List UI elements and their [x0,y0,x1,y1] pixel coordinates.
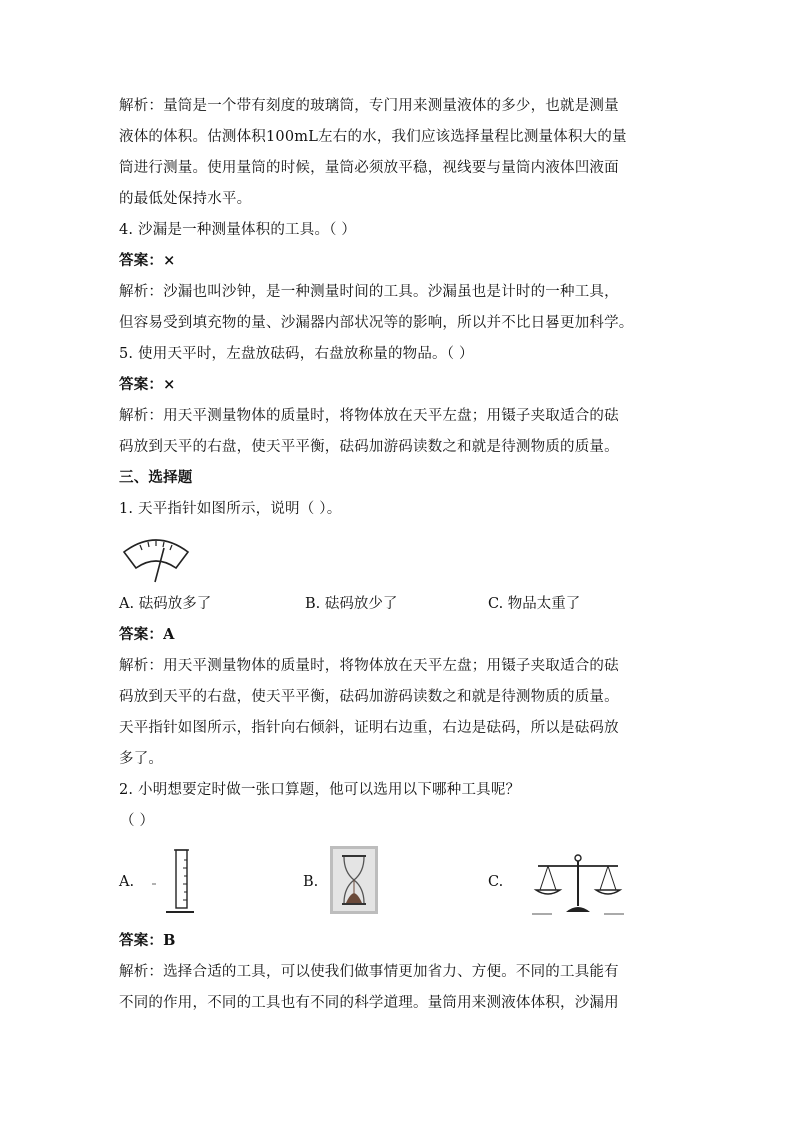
text-line: 液体的体积。估测体积100mL左右的水，我们应该选择量程比测量体积大的量 [119,129,627,145]
question-5: 5. 使用天平时，左盘放砝码，右盘放称量的物品。（ ） [119,346,474,362]
question-1: 1. 天平指针如图所示，说明（ ）。 [119,501,342,517]
question-2: 2. 小明想要定时做一张口算题，他可以选用以下哪种工具呢？ [119,782,521,798]
q2-option-c: C. [488,874,504,890]
answer-q1: 答案：A [119,626,175,643]
text-line: 但容易受到填充物的量、沙漏器内部状况等的影响，所以并不比日晷更加科学。 [119,315,634,331]
balance-dial-figure [118,532,194,584]
text-line: 不同的作用，不同的工具也有不同的科学道理。量筒用来测液体体积，沙漏用 [119,995,619,1011]
q1-option-c: C. 物品太重了 [488,596,581,612]
text-line: 的最低处保持水平。 [119,191,252,207]
answer-blank: （ ） [120,813,155,829]
q2-option-a: A. [119,874,135,890]
measuring-cylinder-icon [150,846,210,916]
answer-5: 答案：× [119,376,176,393]
q2-option-b: B. [303,874,319,890]
text-line: 筒进行测量。使用量筒的时候，量筒必须放平稳，视线要与量筒内液体凹液面 [119,160,619,176]
text-line: 解析：选择合适的工具，可以使我们做事情更加省力、方便。不同的工具能有 [119,964,619,980]
text-line: 天平指针如图所示，指针向右倾斜，证明右边重，右边是砝码，所以是砝码放 [119,720,619,736]
answer-4: 答案：× [119,252,176,269]
answer-q2: 答案：B [119,932,176,949]
text-line: 码放到天平的右盘，使天平平衡，砝码加游码读数之和就是待测物质的质量。 [119,689,619,705]
text-line: 多了。 [119,751,164,767]
q1-option-b: B. 砝码放少了 [305,596,398,612]
q1-option-a: A. 砝码放多了 [119,596,212,612]
text-line: 解析：用天平测量物体的质量时，将物体放在天平左盘；用镊子夹取适合的砝 [119,408,619,424]
balance-scale-icon [528,850,628,920]
text-line: 解析：沙漏也叫沙钟，是一种测量时间的工具。沙漏虽也是计时的一种工具， [119,284,619,300]
text-line: 解析：量筒是一个带有刻度的玻璃筒，专门用来测量液体的多少，也就是测量 [119,98,619,114]
section-heading: 三、选择题 [119,469,193,486]
text-line: 解析：用天平测量物体的质量时，将物体放在天平左盘；用镊子夹取适合的砝 [119,658,619,674]
text-line: 码放到天平的右盘，使天平平衡，砝码加游码读数之和就是待测物质的质量。 [119,439,619,455]
hourglass-icon [330,846,378,914]
question-4: 4. 沙漏是一种测量体积的工具。（ ） [119,222,357,238]
